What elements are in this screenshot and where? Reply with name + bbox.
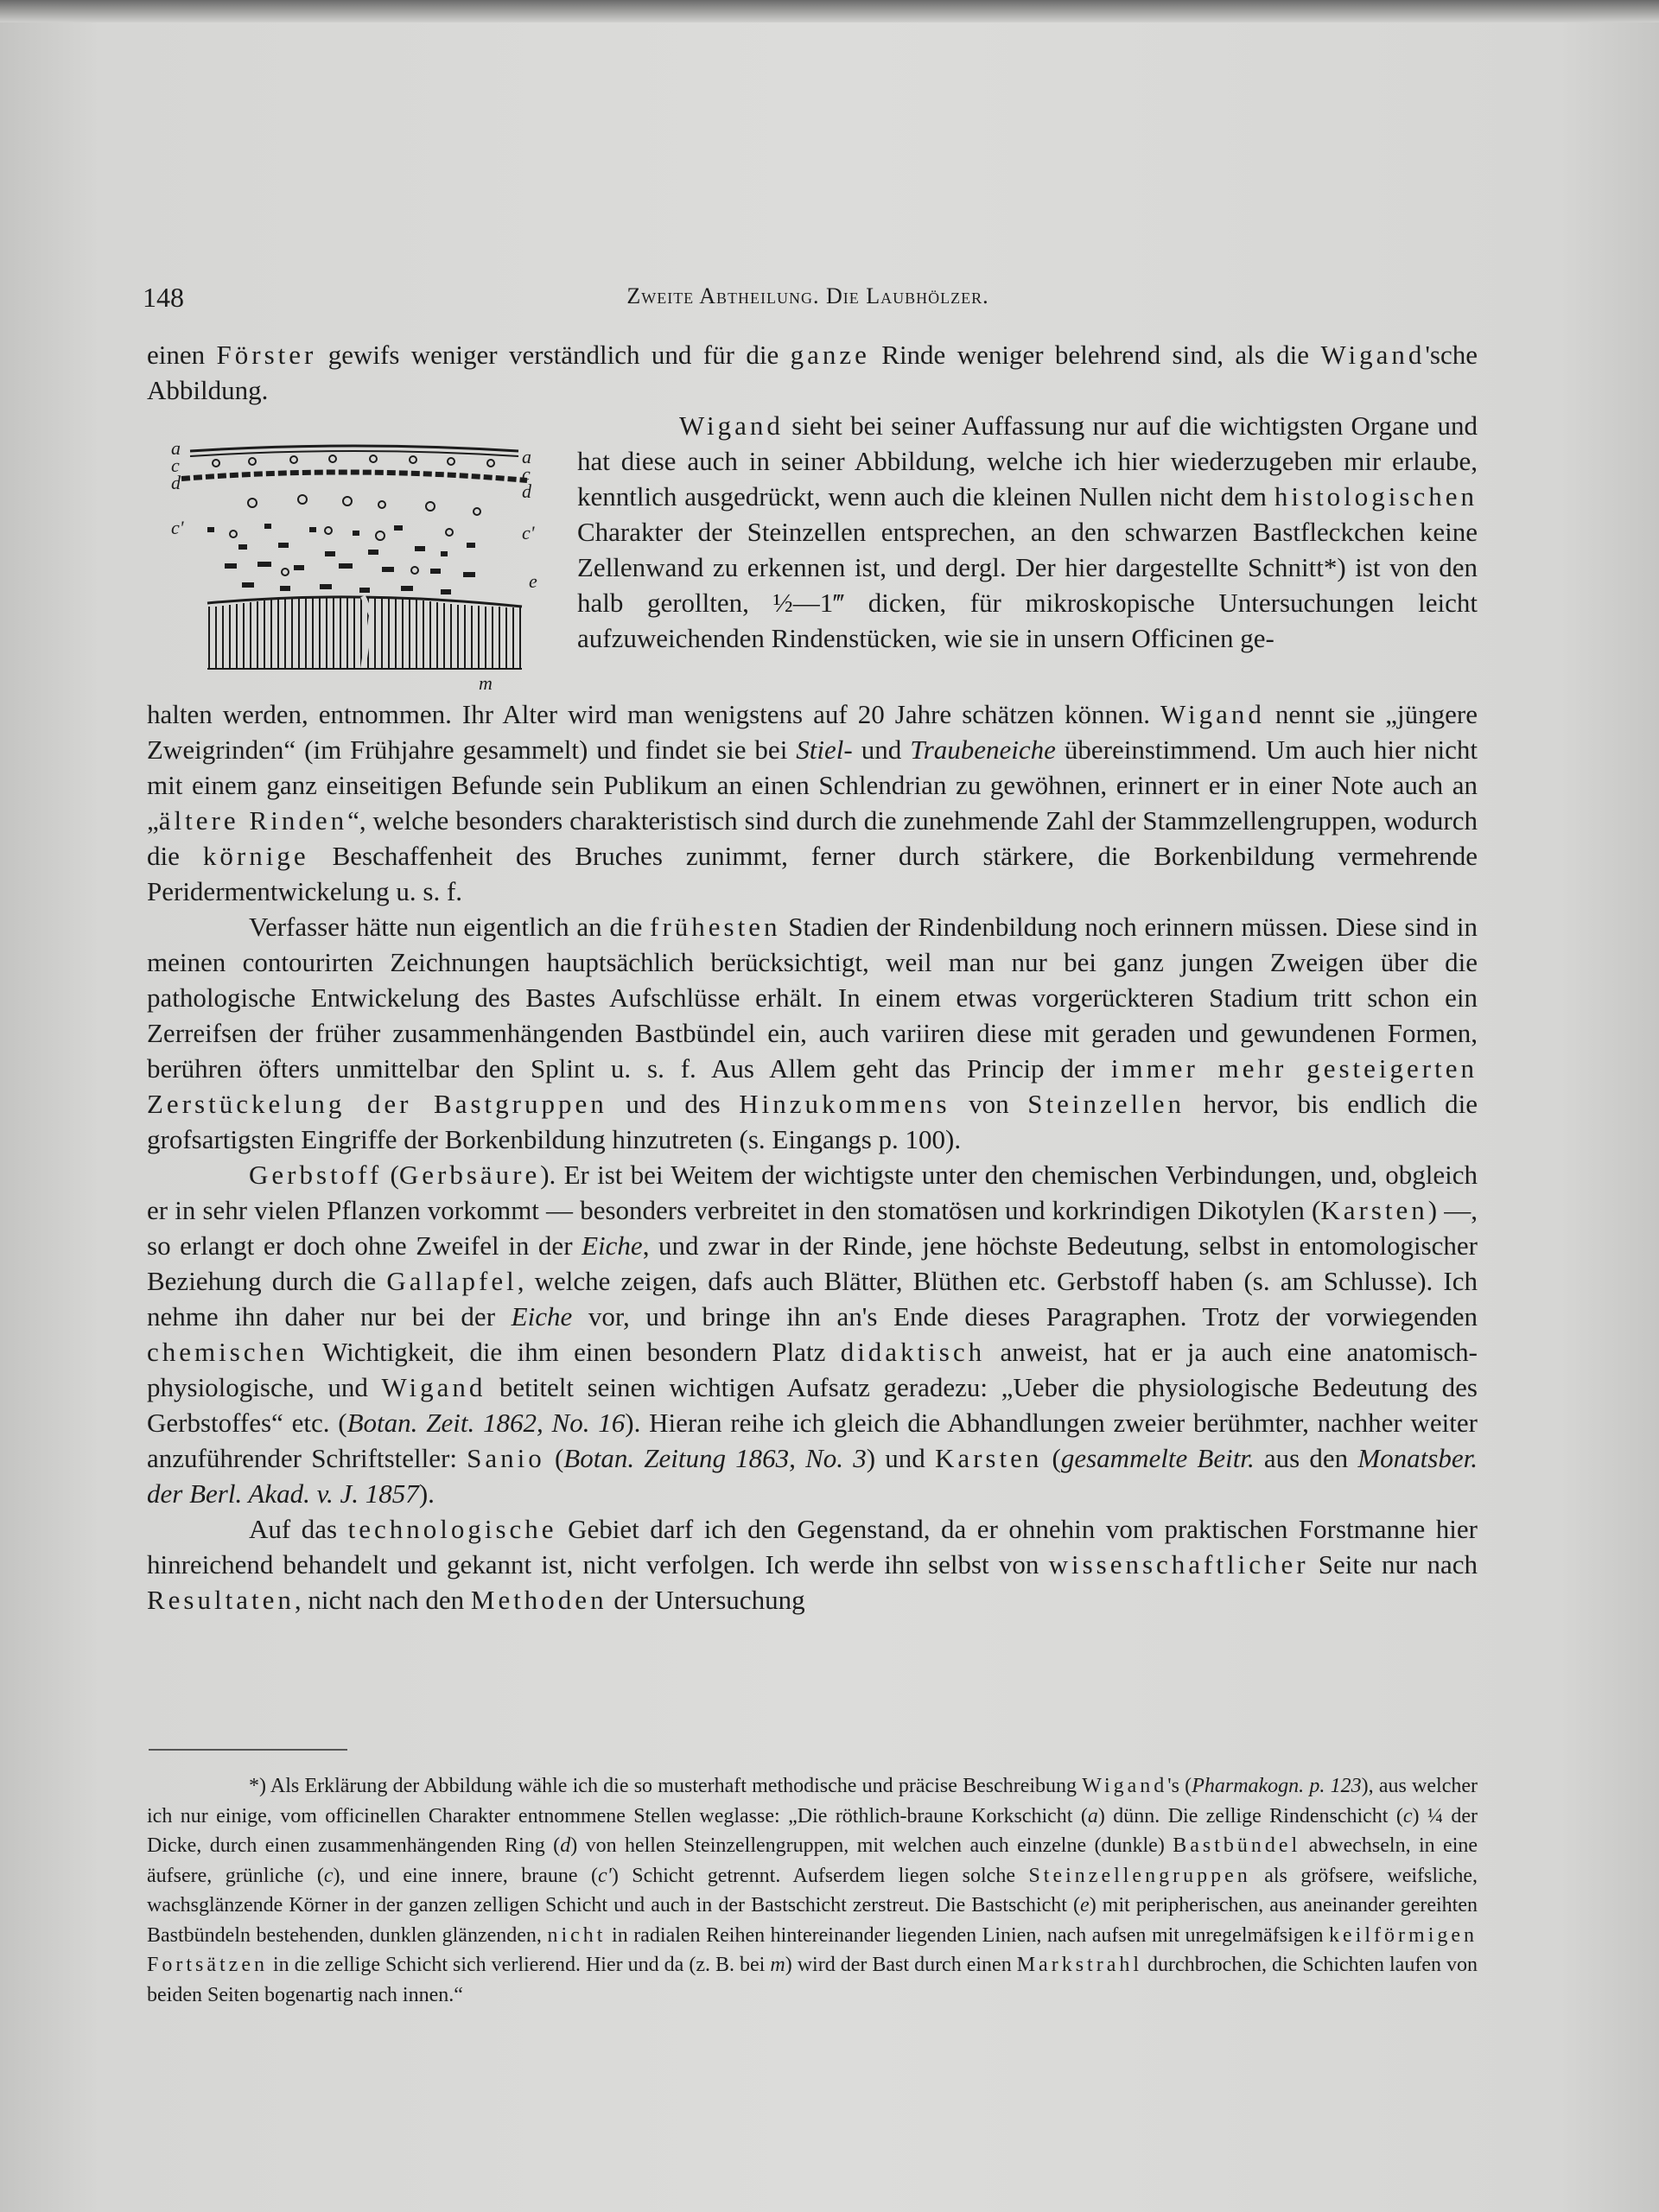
figure-label-c-right: c xyxy=(522,463,531,485)
figure-label-d-left: d xyxy=(171,472,181,493)
bark-section-drawing xyxy=(156,434,558,695)
continued-paragraph xyxy=(147,337,1478,408)
figure-label-c-prime-right: c' xyxy=(522,522,535,543)
bark-cross-section-figure xyxy=(156,434,558,695)
figure-label-d-right: d xyxy=(522,480,531,502)
wigand-paragraph-beside-figure xyxy=(577,408,1478,656)
figure-label-m: m xyxy=(479,672,493,694)
footnote-divider xyxy=(149,1749,347,1751)
page-header xyxy=(143,282,1473,316)
paragraph: Auf das technologische Gebiet darf ich den Gegenstand, da er ohnehin vom praktischen Forstmanne hier hinreichend behandelt und gekannt ist, nicht verfolgen. Ich werde ihn selbst von wissenschaftlicher Seite nur nach Resultaten, nicht nach den Methoden der Untersuchung xyxy=(147,1514,1478,1615)
running-head: Zweite Abtheilung. Die Laubhölzer. xyxy=(626,283,989,308)
paragraph: Wigand sieht bei seiner Auffassung nur auf die wichtigsten Organe und hat diese auch in seiner Abbildung, welche ich hier wiederzugeben mir erlaube, kenntlich ausgedrückt, wenn auch die kleinen Nullen nicht dem histologischen Charakter der Steinzellen entsprechen, an den schwarzen Bastfleckchen keine Zellenwand zu erkennen ist, und dergl. Der hier dargestellte Schnitt*) ist von den halb gerollten, ½—1‴ dicken, für mikroskopische Untersuchungen leicht aufzuweichenden Rindenstücken, wie sie in unsern Officinen ge- xyxy=(577,410,1478,653)
paragraph-continuation: halten werden, entnommen. Ihr Alter wird man wenigstens auf 20 Jahre schätzen können. Wigand nennt sie „jüngere Zweigrinden“ (im Frühjahre gesammelt) und findet sie bei Stiel- und Traubeneiche übereinstimmend. Um auch hier nicht mit einem ganz einseitigen Befunde sein Publikum an einen Schlendrian zu gewöhnen, erinnert er in einer Note auch an „ältere Rinden“, welche besonders charakteristisch sind durch die zunehmende Zahl der Stammzellengruppen, wodurch die körnige Beschaffenheit des Bruches zunimmt, ferner durch stärkere, die Borkenbildung vermehrende Peridermentwickelung u. s. f. xyxy=(147,699,1478,906)
main-text xyxy=(147,696,1478,1618)
paragraph: Verfasser hätte nun eigentlich an die frühesten Stadien der Rindenbildung noch erinnern müssen. Diese sind in meinen contourirten Zeichnungen hauptsächlich berücksichtigt, weil man nur bei ganz jungen Zweigen über die pathologische Entwickelung des Bastes Aufschlüsse erhält. In einem etwas vorgerückteren Stadium tritt schon ein Zerreifsen der früher zusammenhängenden Bastbündel ein, auch variiren diese mit geraden und gewundenen Formen, berühren öfters unmittelbar den Splint u. s. f. Aus Allem geht das Princip der immer mehr gesteigerten Zerstückelung der Bastgruppen und des Hinzukommens von Steinzellen hervor, bis endlich die grofsartigsten Eingriffe der Borkenbildung hinzutreten (s. Eingangs p. 100). xyxy=(147,912,1478,1154)
page-number: 148 xyxy=(143,282,184,313)
paragraph-continuation: einen Förster gewifs weniger verständlich und für die ganze Rinde weniger belehrend sind, als die Wigand'sche Abbildung. xyxy=(147,340,1478,405)
paragraph-gerbstoff: Gerbstoff (Gerbsäure). Er ist bei Weitem der wichtigste unter den chemischen Verbindungen, und, obgleich er in sehr vielen Pflanzen vorkommt — besonders verbreitet in den stomatösen und korkrindigen Dikotylen (Karsten) —, so erlangt er doch ohne Zweifel in der Eiche, und zwar in der Rinde, jene höchste Bedeutung, selbst in entomologischer Beziehung durch die Gallapfel, welche zeigen, dafs auch Blätter, Blüthen etc. Gerbstoff haben (s. am Schlusse). Ich nehme ihn daher nur bei der Eiche vor, und bringe ihn an's Ende dieses Paragraphen. Trotz der vorwiegenden chemischen Wichtigkeit, die ihm einen besondern Platz didaktisch anweist, hat er ja auch eine anatomisch-physiologische, und Wigand betitelt seinen wichtigen Aufsatz geradezu: „Ueber die physiologische Bedeutung des Gerbstoffes“ etc. (Botan. Zeit. 1862, No. 16). Hieran reihe ich gleich die Abhandlungen zweier berühmter, nachher weiter anzuführender Schriftsteller: Sanio (Botan. Zeitung 1863, No. 3) und Karsten (gesammelte Beitr. aus den Monatsber. der Berl. Akad. v. J. 1857). xyxy=(147,1160,1478,1509)
page-top-edge xyxy=(0,0,1659,22)
figure-label-a-right: a xyxy=(522,446,531,467)
footnote xyxy=(147,1771,1478,2010)
figure-label-a-left: a xyxy=(171,437,181,459)
figure-label-e: e xyxy=(529,570,537,592)
figure-label-c-prime-left: c' xyxy=(171,517,184,538)
footnote-text: *) Als Erklärung der Abbildung wähle ich die so musterhaft methodische und präcise Beschreibung Wigand's (Pharmakogn. p. 123), aus welcher ich nur einige, vom officinellen Charakter entnommene Stellen weglasse: „Die röthlich-braune Korkschicht (a) dünn. Die zellige Rindenschicht (c) ¼ der Dicke, durch einen zusammenhängenden Ring (d) von hellen Steinzellengruppen, mit welchen auch einzelne (dunkle) Bastbündel abwechseln, in eine äufsere, grünliche (c), und eine innere, braune (c') Schicht getrennt. Aufserdem liegen solche Steinzellengruppen als gröfsere, weifsliche, wachsglänzende Körner in der ganzen zelligen Schicht und auch in der Bastschicht zerstreut. Die Bastschicht (e) mit peripherischen, aus aneinander gereihten Bastbündeln bestehenden, dunklen glänzenden, nicht in radialen Reihen hintereinander liegenden Linien, nach aufsen mit unregelmäfsigen keilförmigen Fortsätzen in die zellige Schicht sich verlierend. Hier und da (z. B. bei m) wird der Bast durch einen Markstrahl durchbrochen, die Schichten laufen von beiden Seiten bogenartig nach innen.“ xyxy=(147,1775,1478,2006)
figure-label-c-left: c xyxy=(171,454,180,476)
